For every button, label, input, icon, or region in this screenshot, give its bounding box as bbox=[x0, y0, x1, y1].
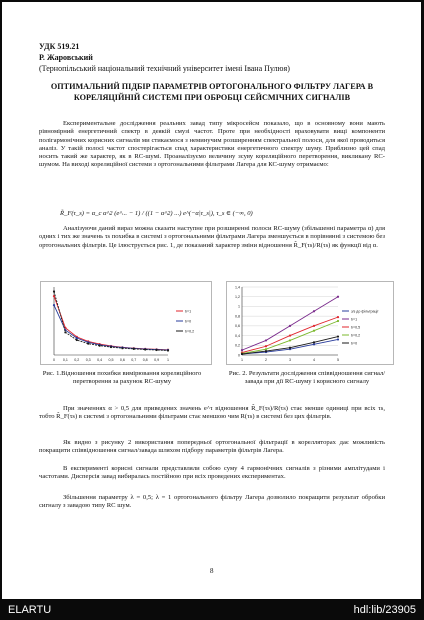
legend-label: з/з до фільтрації bbox=[351, 309, 379, 314]
legend-label: b=0,2 bbox=[351, 333, 361, 338]
legend-label: b=0 bbox=[185, 319, 192, 324]
data-point bbox=[289, 347, 291, 349]
x-tick-label: 1 bbox=[167, 358, 169, 362]
figure-1-caption: Рис. 1.Відношення похибки вимірювання кореляційного перетворення за рахунок RC-шуму bbox=[42, 370, 202, 386]
paragraph-figure2: Як видно з рисунку 2 використання попередньої ортогональної фільтрації в корелляторах дає можливість покращити співвідношення сигнал/завада шляхом підбору параметрів фільтрів Лагера. bbox=[39, 439, 385, 455]
footer-handle: hdl:lib/23905 bbox=[353, 604, 416, 616]
data-point bbox=[156, 349, 158, 351]
legend-label: b=0 bbox=[351, 341, 358, 346]
x-tick-label: 0,9 bbox=[154, 358, 160, 362]
y-tick-label: 0,6 bbox=[235, 324, 240, 329]
y-tick-label: 0 bbox=[238, 353, 240, 358]
y-tick-label: 1,4 bbox=[235, 285, 240, 290]
author-name: Р. Жаровський bbox=[39, 53, 93, 62]
data-point bbox=[289, 325, 291, 327]
data-point bbox=[289, 334, 291, 336]
x-tick-label: 3 bbox=[289, 358, 291, 362]
figure-1-chart bbox=[40, 281, 212, 365]
legend-label: b=1 bbox=[185, 309, 192, 314]
legend-label: b=1 bbox=[351, 317, 358, 322]
data-point bbox=[337, 335, 339, 337]
figure-2-chart bbox=[226, 281, 394, 365]
data-point bbox=[241, 349, 243, 351]
data-point bbox=[337, 320, 339, 322]
data-point bbox=[313, 330, 315, 332]
y-tick-label: 0,2 bbox=[235, 343, 240, 348]
paragraph-conclusion: Збільшення параметру λ = 0,5; λ = 1 ортогонального фільтру Лагера дозволило покращити результат обробки сигналу з завадою типу RC шум. bbox=[39, 494, 385, 510]
data-point bbox=[121, 347, 123, 349]
data-point bbox=[76, 339, 78, 341]
author-affiliation: (Тернопільський національний технічний університет імені Івана Пулюя) bbox=[39, 64, 290, 73]
data-point bbox=[64, 331, 66, 333]
data-point bbox=[289, 339, 291, 341]
data-point bbox=[313, 341, 315, 343]
data-point bbox=[110, 346, 112, 348]
data-point bbox=[87, 343, 89, 345]
figure-2 bbox=[226, 281, 394, 365]
paragraph-intro: Експериментальне дослідження реальних завад типу мікросейсм показало, що в основному вони мають рівномірний енергетичний спектр в деякій смузі частот. Проте при необхідності враховувати вищі компоненти полігармонічних корисних сигналів ми стикаємося з неминучим розширенням спектральної полоси, для якої проводиться аналіз. У такій полосі частот спостерігається спад характеристики енергетичного спектру шуму. Приблизно цей спад носить такий же характер, як в RC-шумі. Проаналізуємо величину зсуву кореляційного перетворення, викликану RC-шумом. На виході кореляційної системи з ортогональними фільтрами Лагера для КС-шуму отримаємо: bbox=[39, 120, 385, 169]
data-point bbox=[313, 310, 315, 312]
paper-title: ОПТИМАЛЬНИЙ ПІДБІР ПАРАМЕТРІВ ОРТОГОНАЛЬНОГО ФІЛЬТРУ ЛАГЕРА В КОРЕЛЯЦІЙНІЙ СИСТЕМІ ПРИ ОБРОБЦІ СЕЙСМІЧНИХ СИГНАЛІВ bbox=[50, 82, 374, 102]
figure-1 bbox=[40, 281, 212, 365]
data-point bbox=[241, 353, 243, 355]
x-tick-label: 2 bbox=[265, 358, 267, 362]
data-point bbox=[76, 337, 78, 339]
formula: R̃_F(τ_s) = α_c α^2 (e^... − 1) / ((1 − α^2) ...) e^(−α|τ_s|), τ_s ∈ (−∞, 0) bbox=[60, 210, 253, 217]
x-tick-label: 1 bbox=[241, 358, 243, 362]
paragraph-analysis: Аналізуючи даний вираз можна сказати наступне при розширенні полоси RC-шуму (збільшенні параметра α) для одних і тих же значень τs похибка в системі з ортогональними фільтрами Лагера зменшується в порівнянні з системою без ортогональних фільтрів. Це ілюструється рис. 1, де показаний характер зміни відношення R̃_F(τs)/R(τs) як функції від α. bbox=[39, 225, 385, 249]
legend-label: b=0,2 bbox=[185, 329, 195, 334]
paragraph-alpha: При значеннях α > 0,5 для приведених значень e^τ відношення R̃_F(τs)/R(τs) стає менше одиниці при всіх τs, тобто R̃_F(τs) в системі з ортогональними фільтрами стає меншою чим R(τs) в системі без цих фільтрів. bbox=[39, 405, 385, 421]
data-point bbox=[265, 348, 267, 350]
data-point bbox=[265, 345, 267, 347]
x-tick-label: 0,5 bbox=[108, 358, 114, 362]
data-point bbox=[337, 316, 339, 318]
x-tick-label: 5 bbox=[337, 358, 339, 362]
udc-code: УДК 519.21 bbox=[39, 42, 80, 51]
y-tick-label: 0,8 bbox=[235, 314, 240, 319]
footer-repository-name: ELARTU bbox=[8, 604, 52, 616]
y-tick-label: 0,4 bbox=[235, 333, 240, 338]
data-point bbox=[337, 296, 339, 298]
paragraph-experiment: В експерименті корисні сигнали представляли собою суму 4 гармонічних сигналів з різними амплітудами і частотами. Дисперсія завад вибиралась постійною при всіх проведених експериментах. bbox=[39, 465, 385, 481]
data-point bbox=[265, 339, 267, 341]
x-tick-label: 0,4 bbox=[97, 358, 103, 362]
y-tick-label: 1,2 bbox=[235, 295, 240, 300]
paper-page bbox=[2, 2, 421, 599]
x-tick-label: 0,7 bbox=[131, 358, 137, 362]
data-point bbox=[167, 349, 169, 351]
data-point bbox=[53, 304, 55, 306]
page-number: 8 bbox=[210, 567, 214, 575]
x-tick-label: 0,6 bbox=[119, 358, 125, 362]
data-point bbox=[313, 343, 315, 345]
x-tick-label: 0,2 bbox=[74, 358, 80, 362]
data-point bbox=[133, 348, 135, 350]
y-tick-label: 1 bbox=[238, 304, 240, 309]
x-tick-label: 0 bbox=[53, 358, 55, 362]
legend-label: b=0,5 bbox=[351, 325, 361, 330]
data-point bbox=[337, 338, 339, 340]
x-tick-label: 0,1 bbox=[62, 358, 68, 362]
data-point bbox=[313, 325, 315, 327]
x-tick-label: 0,8 bbox=[142, 358, 148, 362]
data-point bbox=[265, 350, 267, 352]
data-point bbox=[144, 348, 146, 350]
x-tick-label: 4 bbox=[313, 358, 315, 362]
data-point bbox=[99, 345, 101, 347]
x-tick-label: 0,3 bbox=[85, 358, 91, 362]
figure-2-caption: Рис. 2. Результати дослідження співвідношення сигнал/завада при дії RC-шуму і корисного сигналу bbox=[228, 370, 386, 386]
data-point bbox=[53, 290, 55, 292]
repository-footer bbox=[0, 600, 424, 620]
